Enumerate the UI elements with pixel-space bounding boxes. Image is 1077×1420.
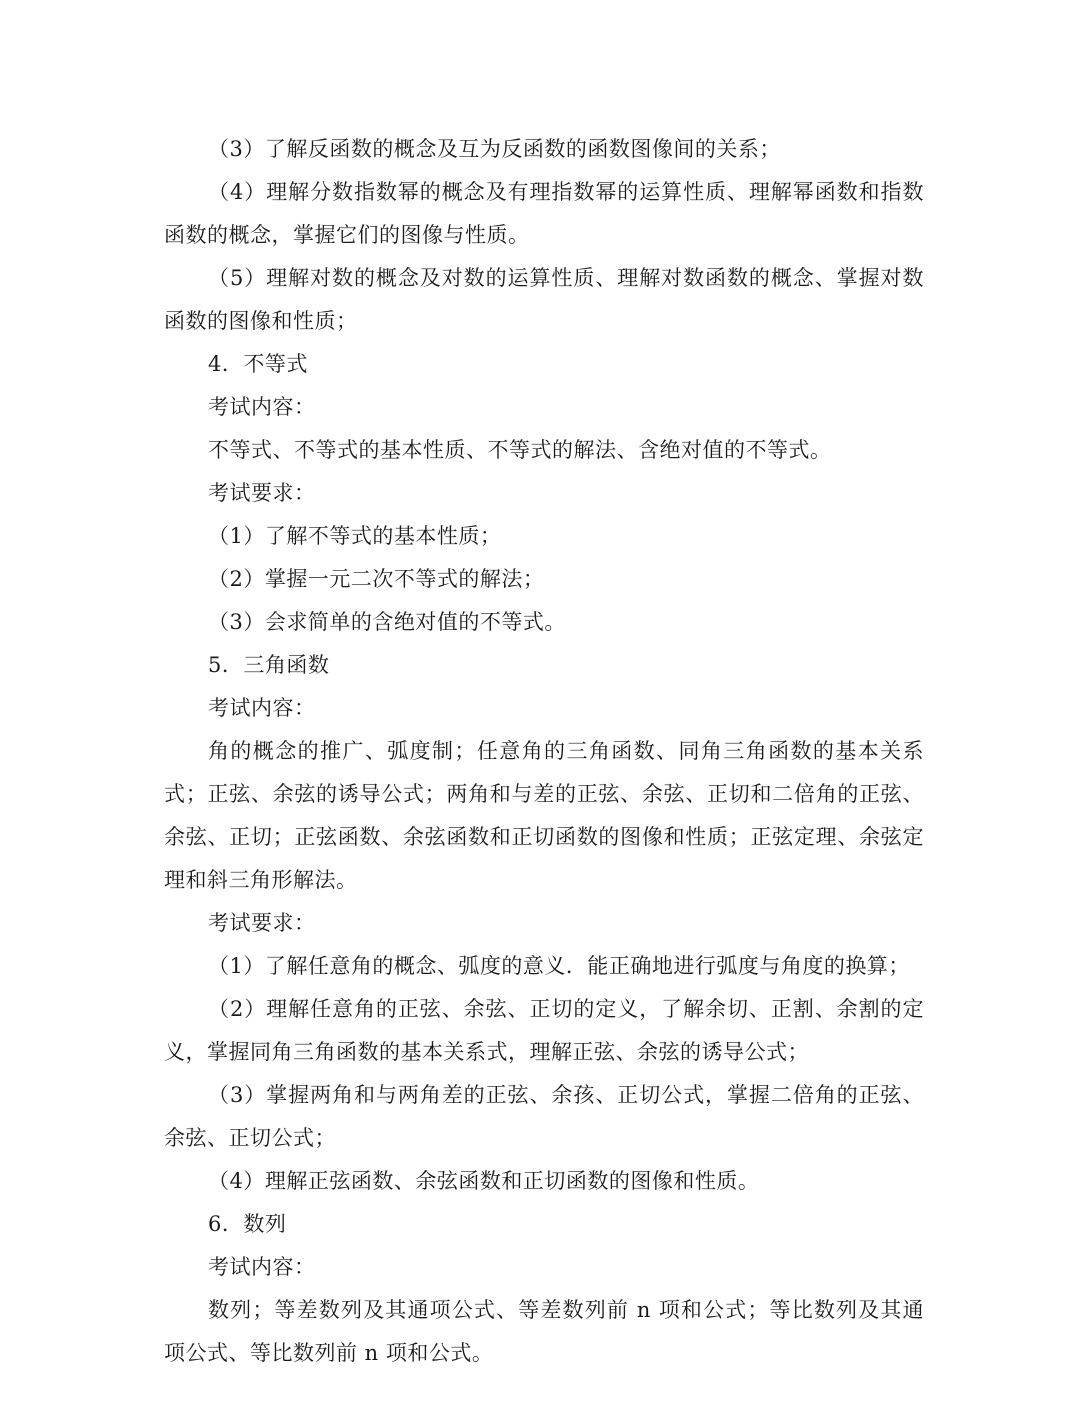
paragraph-trig-req-3: （3）掌握两角和与两角差的正弦、余孩、正切公式，掌握二倍角的正弦、余弦、正切公式；: [164, 1083, 924, 1150]
paragraph-trig-req-1: （1）了解任意角的概念、弧度的意义．能正确地进行弧度与角度的换算；: [208, 954, 910, 978]
paragraph-trig-req-4: （4）理解正弦函数、余弦函数和正切函数的图像和性质。: [208, 1169, 760, 1193]
label-exam-content: 考试内容：: [208, 1255, 316, 1279]
paragraph-log-function: （5）理解对数的概念及对数的运算性质、理解对数函数的概念、掌握对数函数的图像和性质；: [164, 266, 924, 333]
paragraph-sequence-content: 数列；等差数列及其通项公式、等差数列前 n 项和公式；等比数列及其通项公式、等比数列前 n 项和公式。: [164, 1298, 924, 1365]
label-exam-content: 考试内容：: [208, 696, 316, 720]
section-heading-trig: 5．三角函数: [208, 653, 330, 677]
paragraph-inequality-content: 不等式、不等式的基本性质、不等式的解法、含绝对值的不等式。: [208, 438, 832, 462]
section-heading-inequality: 4．不等式: [208, 352, 308, 376]
paragraph-inequality-req-2: （2）掌握一元二次不等式的解法；: [208, 567, 545, 591]
paragraph-exponent-function: （4）理解分数指数幂的概念及有理指数幂的运算性质、理解幂函数和指数函数的概念，掌握它们的图像与性质。: [164, 180, 924, 247]
section-heading-sequence: 6．数列: [208, 1212, 287, 1236]
document-body: [164, 128, 924, 1375]
paragraph-inequality-req-1: （1）了解不等式的基本性质；: [208, 524, 502, 548]
paragraph-trig-content: 角的概念的推广、弧度制；任意角的三角函数、同角三角函数的基本关系式；正弦、余弦的诱导公式；两角和与差的正弦、余弦、正切和二倍角的正弦、余弦、正切；正弦函数、余弦函数和正切函数的图像和性质；正弦定理、余弦定理和斜三角形解法。: [164, 739, 924, 892]
label-exam-requirements: 考试要求：: [208, 481, 316, 505]
paragraph-trig-req-2: （2）理解任意角的正弦、余弦、正切的定义，了解余切、正割、余割的定义，掌握同角三角函数的基本关系式，理解正弦、余弦的诱导公式；: [164, 997, 924, 1064]
label-exam-requirements: 考试要求：: [208, 911, 316, 935]
label-exam-content: 考试内容：: [208, 395, 316, 419]
paragraph-inverse-function: （3）了解反函数的概念及互为反函数的函数图像间的关系；: [208, 137, 781, 161]
paragraph-inequality-req-3: （3）会求简单的含绝对值的不等式。: [208, 610, 566, 634]
